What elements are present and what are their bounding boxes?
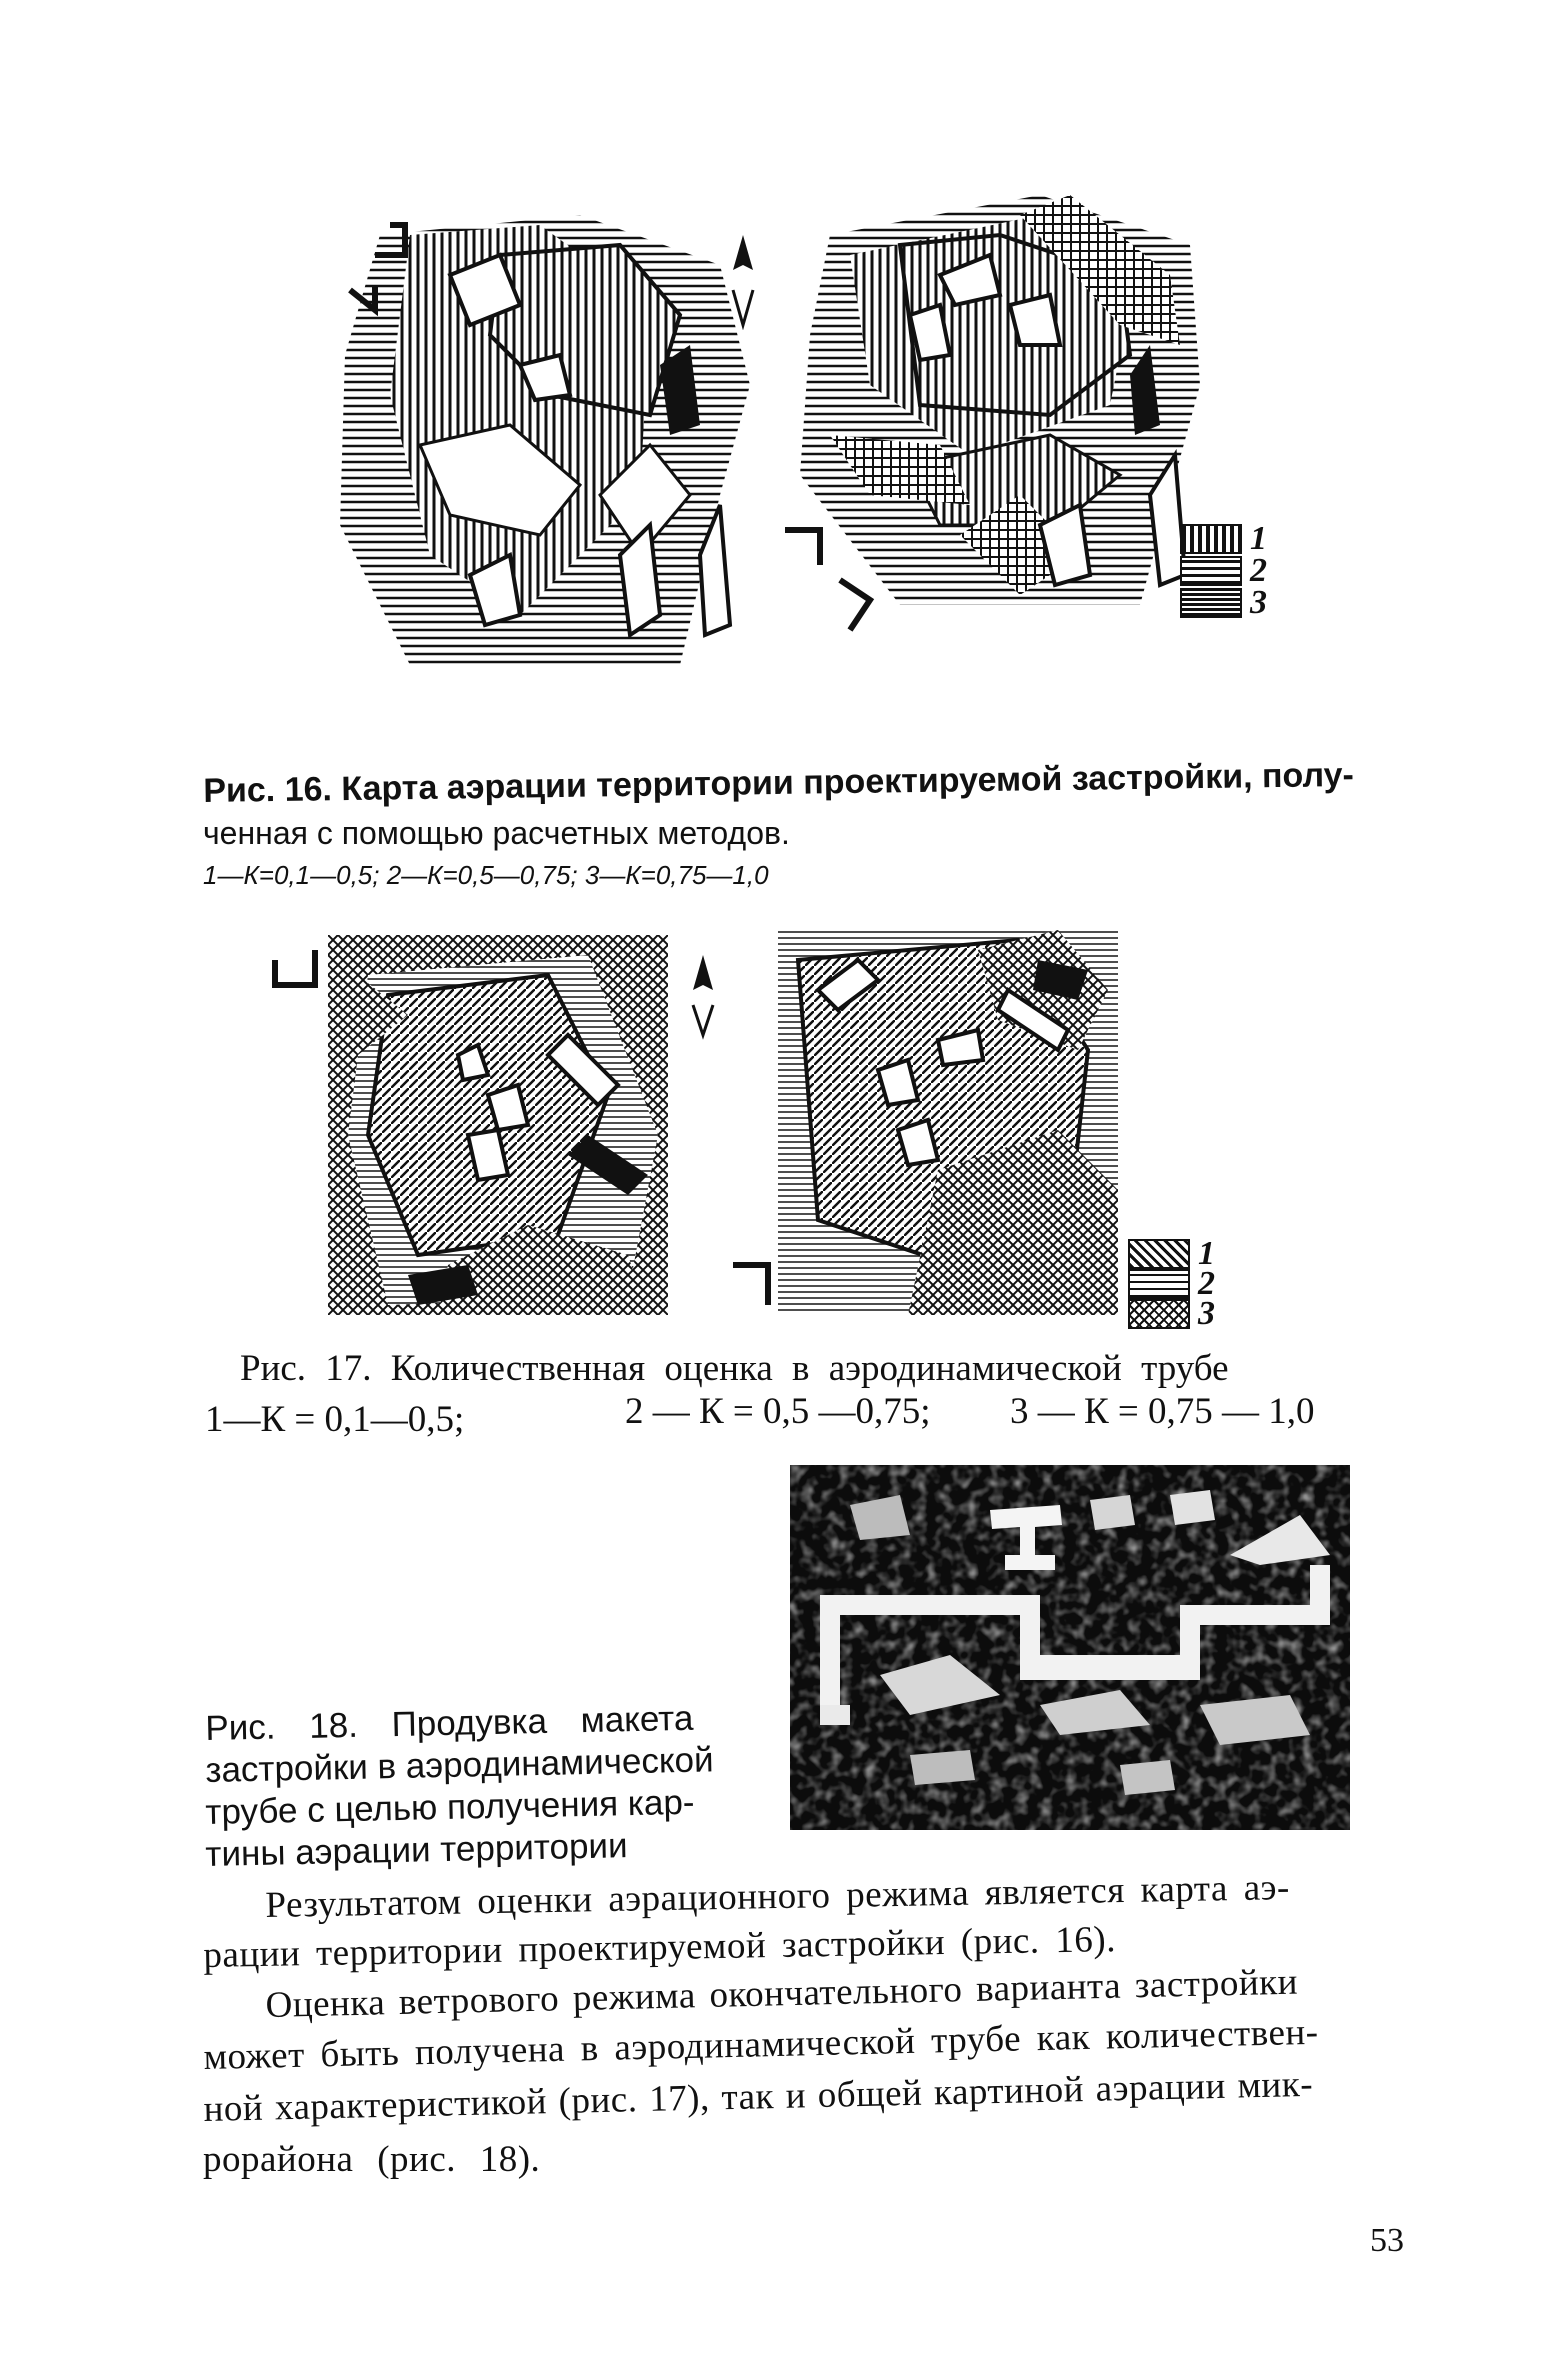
figure-17-wind-arrow-left	[270, 940, 330, 1000]
figure-16-wind-arrows-right	[780, 520, 890, 640]
figure-17-north-arrow	[688, 950, 718, 1040]
figure-18-caption-line-3: трубе с целью получения кар-	[205, 1782, 695, 1832]
figure-17-caption-k1: 1—К = 0,1—0,5;	[205, 1399, 465, 1440]
body-text-line-2: рации территории проектируемой застройки (рис. 16).	[203, 1919, 1117, 1976]
figure-18-caption-line-4: тины аэрации территории	[205, 1826, 628, 1874]
figure-17-legend-3	[1128, 1295, 1215, 1333]
body-text-line-4: может быть получена в аэродинамической трубе как количествен-	[203, 2011, 1319, 2078]
figure-16-caption-line-2: ченная с помощью расчетных методов.	[203, 815, 790, 851]
figure-16-north-arrow	[728, 230, 758, 330]
figure-17-caption-k3: 3 — К = 0,75 — 1,0	[1010, 1391, 1315, 1432]
legend-number: 1	[1198, 1235, 1215, 1272]
legend-swatch-dense-grid	[1180, 588, 1242, 618]
legend-swatch-crosshatch	[1128, 1299, 1190, 1329]
body-text-line-5: ной характеристикой (рис. 17), так и общей картиной аэрации мик-	[203, 2063, 1314, 2130]
body-text-line-3: Оценка ветрового режима окончательного варианта застройки	[265, 1961, 1299, 2026]
figure-18-wind-tunnel-photo	[790, 1465, 1350, 1830]
figure-17-caption-line-1: Рис. 17. Количественная оценка в аэродинамической трубе	[240, 1348, 1229, 1389]
figure-17-caption-k2: 2 — К = 0,5 —0,75;	[625, 1391, 931, 1432]
body-text-line-6: рорайона (рис. 18).	[203, 2139, 541, 2180]
figure-16-legend-values: 1—К=0,1—0,5; 2—К=0,5—0,75; 3—К=0,75—1,0	[203, 860, 769, 890]
figure-17-tunnel-right	[778, 930, 1118, 1315]
legend-number: 3	[1250, 584, 1267, 621]
legend-swatch-horizontal-hatch	[1180, 556, 1242, 586]
figure-16-caption-line-1: Рис. 16. Карта аэрации территории проектируемой застройки, полу-	[203, 755, 1355, 810]
legend-number: 2	[1198, 1265, 1215, 1302]
page-number: 53	[1370, 2222, 1404, 2259]
legend-number: 2	[1250, 552, 1267, 589]
legend-swatch-vertical-hatch	[1180, 524, 1242, 554]
figure-17-tunnel-left	[328, 935, 668, 1315]
legend-number: 1	[1250, 520, 1267, 557]
figure-17-wind-arrow-right	[728, 1255, 788, 1315]
legend-number: 3	[1198, 1295, 1215, 1332]
body-text-line-1: Результатом оценки аэрационного режима является карта аэ-	[265, 1867, 1291, 1926]
figure-18-caption-line-1: Рис. 18. Продувка макета	[205, 1698, 694, 1748]
figure-18-caption-line-2: застройки в аэродинамической	[205, 1740, 714, 1790]
figure-16-legend-3	[1180, 584, 1267, 622]
figure-16-wind-arrows-left	[345, 215, 425, 335]
